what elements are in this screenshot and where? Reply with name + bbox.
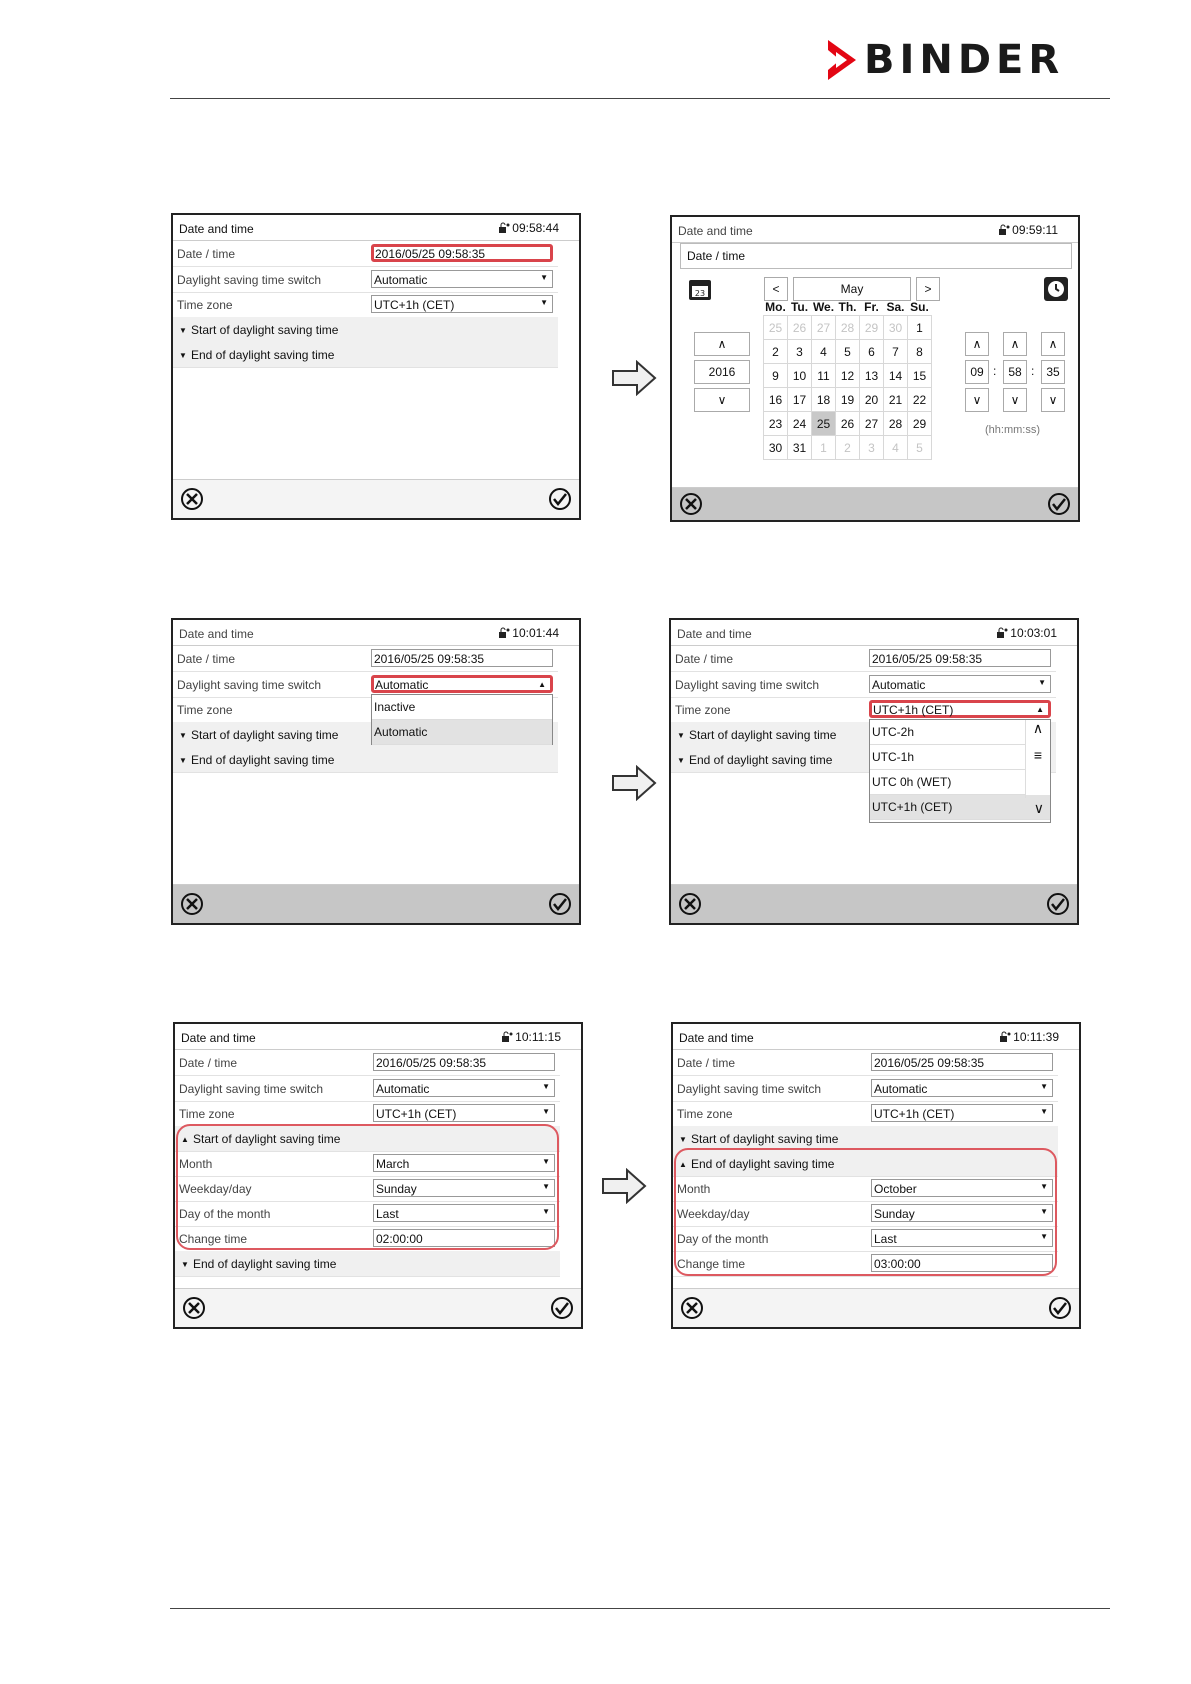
- calendar-day[interactable]: 4: [812, 340, 836, 364]
- hour-down-button[interactable]: ∨: [965, 388, 989, 412]
- cancel-icon[interactable]: [181, 893, 203, 915]
- row-date-time[interactable]: Date / time 2016/05/25 09:58:35: [671, 646, 1056, 672]
- calendar-day[interactable]: 20: [860, 388, 884, 412]
- calendar-day[interactable]: 30: [884, 316, 908, 340]
- dropdown-arrow-icon: ▼: [1040, 1107, 1048, 1116]
- calendar-day[interactable]: 17: [788, 388, 812, 412]
- bottom-bar: [671, 884, 1077, 923]
- bottom-bar: [173, 884, 579, 923]
- year-down-button[interactable]: ∨: [694, 388, 750, 412]
- calendar-day[interactable]: 26: [788, 316, 812, 340]
- row-weekday[interactable]: Weekday/day Sunday ▼: [175, 1176, 560, 1202]
- screen-date-picker: [670, 215, 1080, 522]
- calendar-day[interactable]: 26: [836, 412, 860, 436]
- screen-title: Date and time: [677, 627, 752, 641]
- row-dst-switch[interactable]: Daylight saving time switch Automatic ▼: [173, 267, 558, 293]
- section-start-dst[interactable]: ▼ Start of daylight saving time: [173, 317, 558, 343]
- expand-icon: ▼: [181, 1260, 189, 1269]
- section-end-dst[interactable]: ▼ End of daylight saving time: [175, 1251, 560, 1277]
- screen-time-zone-dropdown: [669, 618, 1079, 925]
- dropdown-arrow-icon: ▼: [540, 273, 548, 282]
- calendar-day[interactable]: 25: [812, 412, 836, 436]
- dropdown-arrow-icon: ▼: [1038, 678, 1046, 687]
- svg-text:23: 23: [694, 289, 706, 298]
- row-change-time[interactable]: Change time 02:00:00: [175, 1226, 560, 1252]
- calendar-day[interactable]: 3: [860, 436, 884, 460]
- calendar-day[interactable]: 15: [908, 364, 932, 388]
- dropdown-open-icon: ▲: [1036, 705, 1044, 714]
- row-dst-switch[interactable]: Daylight saving time switch Automatic ▼: [673, 1076, 1058, 1102]
- dropdown-arrow-icon: ▼: [542, 1157, 550, 1166]
- calendar-day[interactable]: 22: [908, 388, 932, 412]
- option-automatic[interactable]: Automatic: [372, 720, 552, 745]
- clock: 09:58:44: [498, 221, 559, 235]
- row-dst-switch[interactable]: Daylight saving time switch Automatic ▲: [173, 672, 558, 698]
- second-field[interactable]: 35: [1041, 360, 1065, 384]
- cancel-icon[interactable]: [181, 488, 203, 510]
- month-select[interactable]: October ▼: [871, 1179, 1053, 1197]
- option-utc-minus-2[interactable]: UTC-2h: [870, 720, 1025, 745]
- clock: 10:11:39: [999, 1030, 1059, 1044]
- weekday-select[interactable]: Sunday ▼: [373, 1179, 555, 1197]
- option-utc-plus-1[interactable]: UTC+1h (CET): [870, 795, 1050, 820]
- hour-field[interactable]: 09: [965, 360, 989, 384]
- expand-icon: ▼: [179, 326, 187, 335]
- cancel-icon[interactable]: [681, 1297, 703, 1319]
- calendar-day[interactable]: 28: [884, 412, 908, 436]
- row-date-time[interactable]: Date / time 2016/05/25 09:58:35: [175, 1050, 560, 1076]
- year-field[interactable]: 2016: [694, 360, 750, 384]
- confirm-icon[interactable]: [549, 488, 571, 510]
- weekday-header: Fr.: [864, 300, 879, 314]
- date-time-field[interactable]: 2016/05/25 09:58:35: [373, 1053, 555, 1071]
- section-end-dst[interactable]: ▼ End of daylight saving time: [671, 747, 1056, 773]
- date-time-field[interactable]: 2016/05/25 09:58:35: [871, 1053, 1053, 1071]
- calendar-day[interactable]: 19: [836, 388, 860, 412]
- binder-logo: [828, 38, 1064, 82]
- row-date-time[interactable]: Date / time 2016/05/25 09:58:35: [173, 646, 558, 672]
- date-time-field[interactable]: 2016/05/25 09:58:35: [371, 649, 553, 667]
- weekday-header: Su.: [910, 300, 929, 314]
- time-zone-select[interactable]: UTC+1h (CET) ▼: [373, 1104, 555, 1122]
- expand-icon: ▼: [179, 756, 187, 765]
- row-time-zone[interactable]: Time zone: [173, 697, 558, 723]
- dropdown-arrow-icon: ▼: [542, 1082, 550, 1091]
- option-inactive[interactable]: Inactive: [372, 695, 552, 720]
- weekday-header: Mo.: [765, 300, 786, 314]
- dst-switch-select[interactable]: Automatic ▼: [869, 675, 1051, 693]
- collapse-icon: ▲: [181, 1135, 189, 1144]
- section-start-dst[interactable]: ▼ Start of daylight saving time: [673, 1126, 1058, 1152]
- confirm-icon[interactable]: [1049, 1297, 1071, 1319]
- screen-date-time-overview: [171, 213, 581, 520]
- row-weekday[interactable]: Weekday/day Sunday ▼: [673, 1201, 1058, 1227]
- screen-title: Date and time: [678, 224, 753, 238]
- confirm-icon[interactable]: [551, 1297, 573, 1319]
- dropdown-arrow-icon: ▼: [542, 1107, 550, 1116]
- calendar-icon[interactable]: [688, 277, 712, 301]
- screen-title: Date and time: [179, 627, 254, 641]
- cancel-icon[interactable]: [183, 1297, 205, 1319]
- dropdown-open-icon: ▲: [538, 680, 546, 689]
- expand-icon: ▼: [677, 731, 685, 740]
- calendar-day[interactable]: 13: [860, 364, 884, 388]
- calendar-day[interactable]: 18: [812, 388, 836, 412]
- calendar-day[interactable]: 4: [884, 436, 908, 460]
- calendar-day[interactable]: 23: [764, 412, 788, 436]
- calendar-day[interactable]: 29: [860, 316, 884, 340]
- calendar-day[interactable]: 16: [764, 388, 788, 412]
- next-step-arrow-icon: [611, 360, 657, 396]
- row-month[interactable]: Month October ▼: [673, 1176, 1058, 1202]
- dropdown-arrow-icon: ▼: [1040, 1207, 1048, 1216]
- clock-icon[interactable]: [1044, 277, 1068, 301]
- scroll-up-icon[interactable]: ∧: [1032, 720, 1044, 736]
- calendar-day[interactable]: 7: [884, 340, 908, 364]
- row-day-of-month[interactable]: Day of the month Last ▼: [175, 1201, 560, 1227]
- calendar-day[interactable]: 31: [788, 436, 812, 460]
- calendar-day[interactable]: 1: [812, 436, 836, 460]
- screen-title: Date and time: [181, 1031, 256, 1045]
- calendar-day[interactable]: 6: [860, 340, 884, 364]
- lock-icon: [999, 1031, 1011, 1043]
- lock-icon: [501, 1031, 513, 1043]
- dropdown-arrow-icon: ▼: [1040, 1182, 1048, 1191]
- picker-header: Date / time: [680, 243, 1072, 269]
- row-dst-switch[interactable]: Daylight saving time switch Automatic ▼: [175, 1076, 560, 1102]
- dropdown-arrow-icon: ▼: [542, 1207, 550, 1216]
- screen-title: Date and time: [179, 222, 254, 236]
- time-zone-select[interactable]: UTC+1h (CET) ▼: [871, 1104, 1053, 1122]
- second-up-button[interactable]: ∧: [1041, 332, 1065, 356]
- calendar-day[interactable]: 25: [764, 316, 788, 340]
- expand-icon: ▼: [677, 756, 685, 765]
- prev-month-button[interactable]: <: [764, 277, 788, 301]
- dropdown-arrow-icon: ▼: [542, 1182, 550, 1191]
- screen-dst-switch-dropdown: [171, 618, 581, 925]
- expand-icon: ▼: [179, 351, 187, 360]
- minute-down-button[interactable]: ∨: [1003, 388, 1027, 412]
- dst-switch-options: [371, 694, 553, 745]
- screen-start-dst-settings: [173, 1022, 583, 1329]
- date-time-field[interactable]: 2016/05/25 09:58:35: [371, 244, 553, 262]
- calendar-grid: [763, 299, 932, 460]
- section-end-dst[interactable]: ▼ End of daylight saving time: [173, 747, 558, 773]
- highlight-frame: [674, 1148, 1057, 1276]
- row-time-zone[interactable]: Time zone UTC+1h (CET) ▼: [175, 1101, 560, 1127]
- bottom-bar: [673, 1288, 1079, 1327]
- calendar-day[interactable]: 10: [788, 364, 812, 388]
- row-dst-switch[interactable]: Daylight saving time switch Automatic ▼: [671, 672, 1056, 698]
- option-utc-0[interactable]: UTC 0h (WET): [870, 770, 1025, 795]
- calendar-day[interactable]: 27: [860, 412, 884, 436]
- calendar-day[interactable]: 2: [836, 436, 860, 460]
- weekday-header: Th.: [838, 300, 857, 314]
- footer-rule: [170, 1608, 1110, 1609]
- day-of-month-select[interactable]: Last ▼: [871, 1229, 1053, 1247]
- lock-icon: [998, 224, 1010, 236]
- clock: 10:11:15: [501, 1030, 561, 1044]
- time-zone-select[interactable]: UTC+1h (CET) ▲: [869, 700, 1051, 718]
- time-zone-options: [869, 719, 1051, 823]
- date-time-field[interactable]: 2016/05/25 09:58:35: [869, 649, 1051, 667]
- dst-switch-select[interactable]: Automatic ▼: [871, 1079, 1053, 1097]
- header-rule: [170, 98, 1110, 99]
- dropdown-arrow-icon: ▼: [540, 298, 548, 307]
- change-time-field[interactable]: 03:00:00: [871, 1254, 1053, 1272]
- scroll-handle-icon[interactable]: ≡: [1033, 747, 1043, 763]
- bottom-bar: [672, 487, 1078, 520]
- calendar-day[interactable]: 24: [788, 412, 812, 436]
- highlight-frame: [176, 1124, 559, 1250]
- month-label: May: [793, 277, 911, 301]
- row-time-zone[interactable]: Time zone UTC+1h (CET) ▲: [671, 697, 1056, 723]
- section-start-dst[interactable]: ▼ Start of daylight saving time: [173, 722, 558, 748]
- second-down-button[interactable]: ∨: [1041, 388, 1065, 412]
- row-time-zone[interactable]: Time zone UTC+1h (CET) ▼: [173, 292, 558, 318]
- confirm-icon[interactable]: [1047, 893, 1069, 915]
- expand-icon: ▼: [679, 1135, 687, 1144]
- change-time-field[interactable]: 02:00:00: [373, 1229, 555, 1247]
- dropdown-arrow-icon: ▼: [1040, 1082, 1048, 1091]
- weekday-select[interactable]: Sunday ▼: [871, 1204, 1053, 1222]
- scroll-down-icon[interactable]: ∨: [1033, 800, 1044, 816]
- calendar-day[interactable]: 11: [812, 364, 836, 388]
- next-month-button[interactable]: >: [916, 277, 940, 301]
- dst-switch-select[interactable]: Automatic ▲: [371, 675, 553, 693]
- weekday-header: Sa.: [886, 300, 905, 314]
- clock: 10:01:44: [498, 626, 559, 640]
- calendar-day[interactable]: 2: [764, 340, 788, 364]
- option-utc-minus-1[interactable]: UTC-1h: [870, 745, 1025, 770]
- cancel-icon[interactable]: [680, 493, 702, 515]
- section-start-dst[interactable]: ▲ Start of daylight saving time: [175, 1126, 560, 1152]
- screen-end-dst-settings: [671, 1022, 1081, 1329]
- calendar-day[interactable]: 9: [764, 364, 788, 388]
- confirm-icon[interactable]: [1048, 493, 1070, 515]
- calendar-day[interactable]: 21: [884, 388, 908, 412]
- row-month[interactable]: Month March ▼: [175, 1151, 560, 1177]
- cancel-icon[interactable]: [679, 893, 701, 915]
- calendar-day[interactable]: 8: [908, 340, 932, 364]
- dst-switch-select[interactable]: Automatic ▼: [371, 270, 553, 288]
- binder-logo-icon: [828, 40, 858, 80]
- row-date-time[interactable]: Date / time 2016/05/25 09:58:35: [173, 241, 558, 267]
- row-time-zone[interactable]: Time zone UTC+1h (CET) ▼: [673, 1101, 1058, 1127]
- dst-switch-select[interactable]: Automatic ▼: [373, 1079, 555, 1097]
- hour-up-button[interactable]: ∧: [965, 332, 989, 356]
- bottom-bar: [175, 1288, 581, 1327]
- calendar-day[interactable]: 28: [836, 316, 860, 340]
- calendar-day[interactable]: 5: [908, 436, 932, 460]
- lock-icon: [498, 627, 510, 639]
- lock-icon: [996, 627, 1008, 639]
- time-format-hint: (hh:mm:ss): [985, 424, 1040, 436]
- section-end-dst[interactable]: ▲ End of daylight saving time: [673, 1151, 1058, 1177]
- year-up-button[interactable]: ∧: [694, 332, 750, 356]
- calendar-day[interactable]: 5: [836, 340, 860, 364]
- calendar-day[interactable]: 29: [908, 412, 932, 436]
- confirm-icon[interactable]: [549, 893, 571, 915]
- row-day-of-month[interactable]: Day of the month Last ▼: [673, 1226, 1058, 1252]
- lock-icon: [498, 222, 510, 234]
- row-change-time[interactable]: Change time 03:00:00: [673, 1251, 1058, 1277]
- calendar-day[interactable]: 3: [788, 340, 812, 364]
- time-separator: :: [1031, 364, 1035, 378]
- next-step-arrow-icon: [611, 765, 657, 801]
- calendar-day[interactable]: 30: [764, 436, 788, 460]
- calendar-day[interactable]: 1: [908, 316, 932, 340]
- time-zone-select[interactable]: UTC+1h (CET) ▼: [371, 295, 553, 313]
- next-step-arrow-icon: [601, 1168, 647, 1204]
- weekday-header: We.: [812, 300, 835, 314]
- expand-icon: ▼: [179, 731, 187, 740]
- calendar-day[interactable]: 27: [812, 316, 836, 340]
- section-end-dst[interactable]: ▼ End of daylight saving time: [173, 342, 558, 368]
- month-select[interactable]: March ▼: [373, 1154, 555, 1172]
- section-start-dst[interactable]: ▼ Start of daylight saving time: [671, 722, 1056, 748]
- brand-name: BINDER: [864, 37, 1065, 83]
- time-separator: :: [993, 364, 997, 378]
- scrollbar[interactable]: [1025, 720, 1050, 798]
- bottom-bar: [173, 479, 579, 518]
- row-date-time[interactable]: Date / time 2016/05/25 09:58:35: [673, 1050, 1058, 1076]
- screen-title: Date and time: [679, 1031, 754, 1045]
- minute-up-button[interactable]: ∧: [1003, 332, 1027, 356]
- collapse-icon: ▲: [679, 1160, 687, 1169]
- clock: 10:03:01: [996, 626, 1057, 640]
- clock: 09:59:11: [998, 223, 1058, 237]
- minute-field[interactable]: 58: [1003, 360, 1027, 384]
- calendar-day[interactable]: 12: [836, 364, 860, 388]
- day-of-month-select[interactable]: Last ▼: [373, 1204, 555, 1222]
- weekday-header: Tu.: [790, 300, 809, 314]
- dropdown-arrow-icon: ▼: [1040, 1232, 1048, 1241]
- calendar-day[interactable]: 14: [884, 364, 908, 388]
